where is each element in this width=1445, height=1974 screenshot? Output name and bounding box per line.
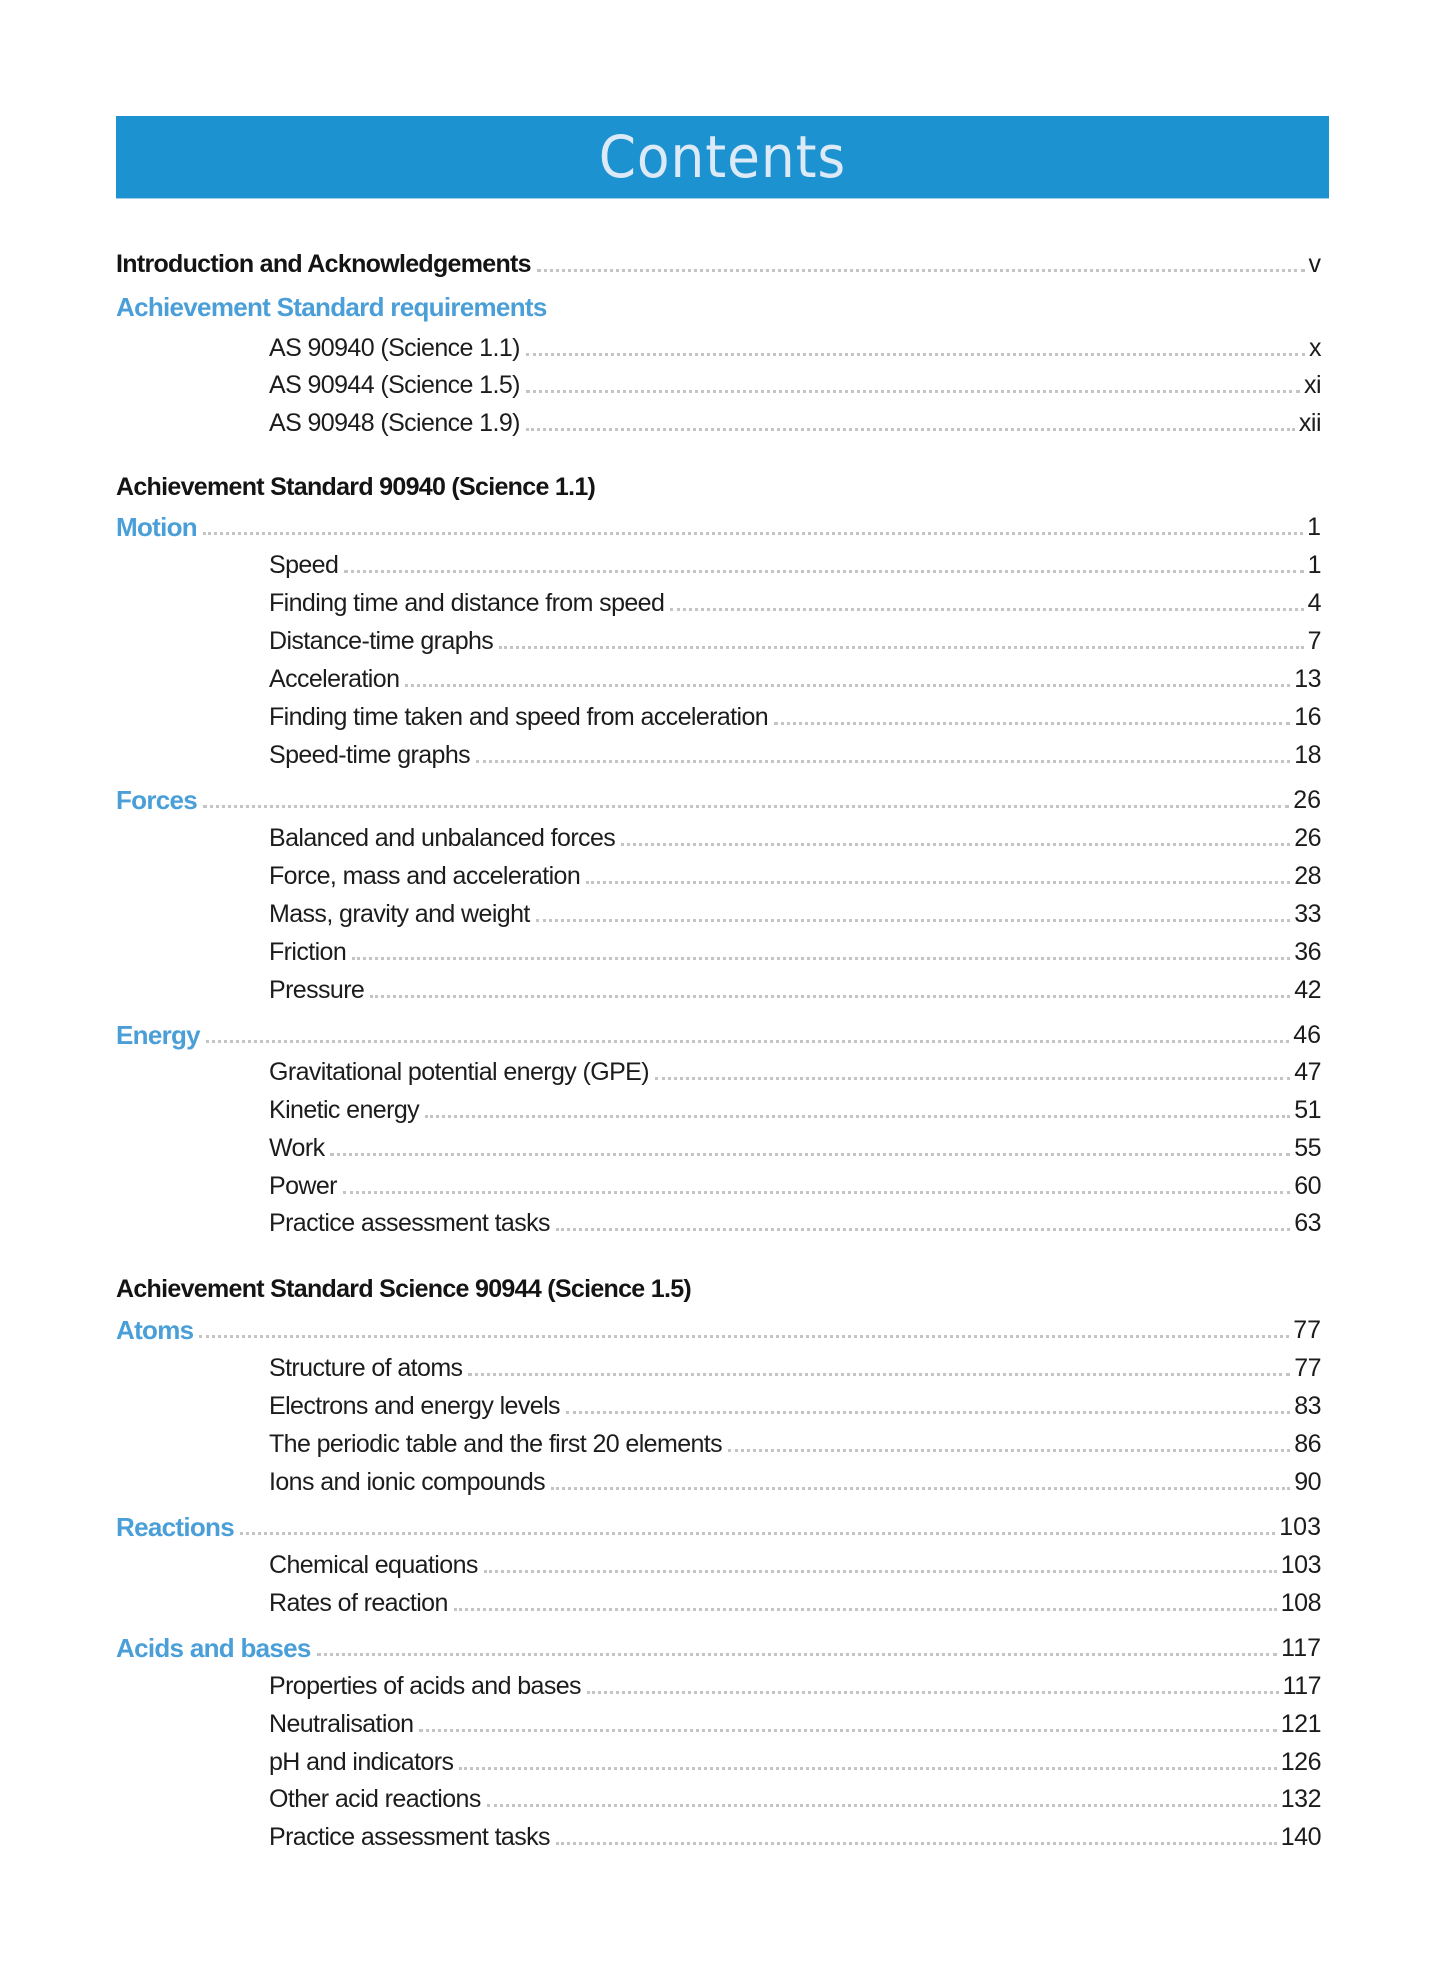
dot-leader	[199, 1335, 1289, 1338]
dot-leader	[621, 843, 1290, 846]
toc-entry[interactable]	[116, 584, 1326, 618]
toc-entry-label: Power	[269, 1172, 337, 1200]
page-title: Contents	[598, 123, 847, 191]
toc-entry-label: Properties of acids and bases	[269, 1672, 581, 1700]
dot-leader	[587, 1691, 1279, 1694]
toc-entry-label: Friction	[269, 938, 347, 966]
dot-leader	[526, 353, 1305, 356]
toc-page-number: xi	[1303, 371, 1321, 399]
toc-entry[interactable]	[116, 1349, 1326, 1383]
toc-page-number: 42	[1294, 976, 1321, 1004]
toc-entry-label: AS 90940 (Science 1.1)	[269, 334, 520, 362]
toc-page-number: 77	[1294, 1354, 1321, 1382]
toc-page-number: 60	[1294, 1172, 1321, 1200]
dot-leader	[586, 881, 1290, 884]
toc-page-number: v	[1308, 250, 1321, 278]
toc-entry[interactable]	[116, 1387, 1326, 1421]
toc-page-number: 26	[1293, 786, 1321, 814]
toc-entry[interactable]	[116, 857, 1326, 891]
toc-entry[interactable]	[116, 1463, 1326, 1497]
toc-entry[interactable]	[116, 329, 1326, 363]
toc-topic-label: Forces	[116, 785, 198, 815]
toc-page-number: 4	[1307, 589, 1321, 617]
toc-topic-label: Energy	[116, 1020, 200, 1050]
dot-leader	[330, 1153, 1290, 1156]
toc-entry[interactable]	[116, 1167, 1326, 1201]
toc-entry[interactable]	[116, 404, 1326, 438]
dot-leader	[206, 1040, 1289, 1043]
toc-entry[interactable]	[116, 1667, 1326, 1701]
dot-leader	[425, 1115, 1290, 1118]
toc-entry-label: Rates of reaction	[269, 1589, 448, 1617]
toc-entry[interactable]	[116, 366, 1326, 400]
toc-page-number: 117	[1281, 1634, 1321, 1662]
dot-leader	[344, 570, 1303, 573]
dot-leader	[566, 1411, 1290, 1414]
toc-page-number: 77	[1293, 1316, 1321, 1344]
dot-leader	[317, 1653, 1277, 1656]
dot-leader	[484, 1570, 1277, 1573]
toc-entry[interactable]	[116, 1091, 1326, 1125]
toc-page-number: 26	[1294, 824, 1321, 852]
toc-page-number: 103	[1280, 1551, 1321, 1579]
dot-leader	[526, 390, 1300, 393]
toc-page-number: 47	[1294, 1058, 1321, 1086]
toc-entry[interactable]	[116, 1204, 1326, 1238]
toc-page-number: 90	[1294, 1468, 1321, 1496]
dot-leader	[556, 1228, 1290, 1231]
toc-page-number: 1	[1307, 513, 1321, 541]
standard-heading-90940: Achievement Standard 90940 (Science 1.1)	[116, 473, 596, 501]
toc-entry-label: Finding time taken and speed from acceleration	[269, 703, 769, 731]
toc-topic-label: Reactions	[116, 1512, 234, 1542]
toc-entry[interactable]	[116, 1546, 1326, 1580]
toc-entry-label: pH and indicators	[269, 1748, 454, 1776]
toc-page-number: x	[1309, 334, 1321, 362]
dot-leader	[370, 995, 1290, 998]
toc-entry-label: AS 90948 (Science 1.9)	[269, 409, 520, 437]
dot-leader	[774, 722, 1290, 725]
toc-page-number: 13	[1294, 665, 1321, 693]
toc-entry[interactable]	[116, 1129, 1326, 1163]
toc-page-number: 46	[1293, 1021, 1321, 1049]
toc-entry[interactable]	[116, 933, 1326, 967]
toc-page-number: 117	[1282, 1672, 1321, 1700]
toc-entry-label: Chemical equations	[269, 1551, 478, 1579]
toc-entry-label: Pressure	[269, 976, 365, 1004]
toc-entry-label: Ions and ionic compounds	[269, 1468, 546, 1496]
toc-entry-label: Electrons and energy levels	[269, 1392, 560, 1420]
toc-entry-label: Speed-time graphs	[269, 741, 471, 769]
toc-entry-label: Acceleration	[269, 665, 400, 693]
dot-leader	[454, 1608, 1277, 1611]
toc-entry-label: The periodic table and the first 20 elements	[269, 1430, 723, 1458]
dot-leader	[556, 1842, 1277, 1845]
toc-entry-label: Distance-time graphs	[269, 627, 494, 655]
toc-entry[interactable]	[116, 1584, 1326, 1618]
toc-entry-label: Other acid reactions	[269, 1785, 481, 1813]
dot-leader	[551, 1487, 1290, 1490]
dot-leader	[459, 1767, 1276, 1770]
toc-entry-label: Gravitational potential energy (GPE)	[269, 1058, 649, 1086]
dot-leader	[536, 919, 1290, 922]
toc-entry[interactable]	[116, 895, 1326, 929]
toc-entry-label: Structure of atoms	[269, 1354, 463, 1382]
dot-leader	[419, 1729, 1276, 1732]
toc-page-number: 55	[1294, 1134, 1321, 1162]
toc-topic-label: Motion	[116, 512, 197, 542]
dot-leader	[670, 608, 1303, 611]
toc-topic-energy[interactable]	[116, 1016, 1326, 1050]
toc-topic-atoms[interactable]	[116, 1311, 1326, 1345]
dot-leader	[352, 957, 1290, 960]
dot-leader	[468, 1373, 1290, 1376]
toc-topic-forces[interactable]	[116, 781, 1326, 815]
toc-page-number: 132	[1280, 1785, 1321, 1813]
toc-entry[interactable]	[116, 819, 1326, 853]
toc-page-number: 83	[1294, 1392, 1321, 1420]
toc-page-number: 108	[1280, 1589, 1321, 1617]
toc-entry-label: AS 90944 (Science 1.5)	[269, 371, 520, 399]
toc-page-number: 51	[1294, 1096, 1321, 1124]
toc-page-number: 126	[1280, 1748, 1321, 1776]
toc-entry[interactable]	[116, 1818, 1326, 1852]
toc-topic-reactions[interactable]	[116, 1508, 1326, 1542]
toc-entry[interactable]	[116, 1053, 1326, 1087]
toc-entry-label: Balanced and unbalanced forces	[269, 824, 616, 852]
dot-leader	[655, 1077, 1290, 1080]
toc-entry-label: Work	[269, 1134, 325, 1162]
toc-entry-label: Speed	[269, 551, 339, 579]
dot-leader	[343, 1191, 1290, 1194]
toc-entry-introduction[interactable]	[116, 245, 1326, 279]
toc-entry[interactable]	[116, 971, 1326, 1005]
toc-entry[interactable]	[116, 1425, 1326, 1459]
toc-entry-label: Mass, gravity and weight	[269, 900, 530, 928]
toc-entry-label: Practice assessment tasks	[269, 1209, 550, 1237]
toc-entry-label: Neutralisation	[269, 1710, 414, 1738]
dot-leader	[499, 646, 1303, 649]
toc-page-number: 7	[1307, 627, 1321, 655]
toc-page-number: 121	[1280, 1710, 1321, 1738]
toc-topic-label: Acids and bases	[116, 1633, 311, 1663]
toc-page-number: xii	[1298, 409, 1321, 437]
toc-page-number: 140	[1280, 1823, 1321, 1851]
dot-leader	[240, 1532, 1275, 1535]
contents-title-banner	[116, 116, 1329, 199]
toc-entry-label: Introduction and Acknowledgements	[116, 250, 531, 278]
toc-entry[interactable]	[116, 1780, 1326, 1814]
dot-leader	[537, 269, 1305, 272]
toc-page-number: 18	[1294, 741, 1321, 769]
dot-leader	[728, 1449, 1290, 1452]
dot-leader	[405, 684, 1290, 687]
dot-leader	[526, 428, 1295, 431]
dot-leader	[476, 760, 1290, 763]
toc-entry-label: Practice assessment tasks	[269, 1823, 550, 1851]
toc-entry[interactable]	[116, 622, 1326, 656]
toc-page-number: 103	[1279, 1513, 1321, 1541]
toc-page-number: 36	[1294, 938, 1321, 966]
toc-entry[interactable]	[116, 660, 1326, 694]
toc-page-number: 16	[1294, 703, 1321, 731]
toc-topic-motion[interactable]	[116, 508, 1326, 542]
toc-page-number: 63	[1294, 1209, 1321, 1237]
toc-page-number: 33	[1294, 900, 1321, 928]
toc-entry[interactable]	[116, 1705, 1326, 1739]
toc-page-number: 1	[1307, 551, 1321, 579]
dot-leader	[487, 1804, 1277, 1807]
toc-entry[interactable]	[116, 698, 1326, 732]
dot-leader	[203, 532, 1303, 535]
toc-page-number: 28	[1294, 862, 1321, 890]
dot-leader	[203, 805, 1289, 808]
toc-entry[interactable]	[116, 736, 1326, 770]
toc-entry-label: Finding time and distance from speed	[269, 589, 665, 617]
toc-entry[interactable]	[116, 1743, 1326, 1777]
toc-entry-label: Force, mass and acceleration	[269, 862, 581, 890]
toc-entry[interactable]	[116, 546, 1326, 580]
section-heading-requirements: Achievement Standard requirements	[116, 292, 547, 322]
standard-heading-90944: Achievement Standard Science 90944 (Science 1.5)	[116, 1275, 692, 1303]
toc-topic-label: Atoms	[116, 1315, 194, 1345]
toc-entry-label: Kinetic energy	[269, 1096, 420, 1124]
toc-page-number: 86	[1294, 1430, 1321, 1458]
toc-topic-acids-and-bases[interactable]	[116, 1629, 1326, 1663]
